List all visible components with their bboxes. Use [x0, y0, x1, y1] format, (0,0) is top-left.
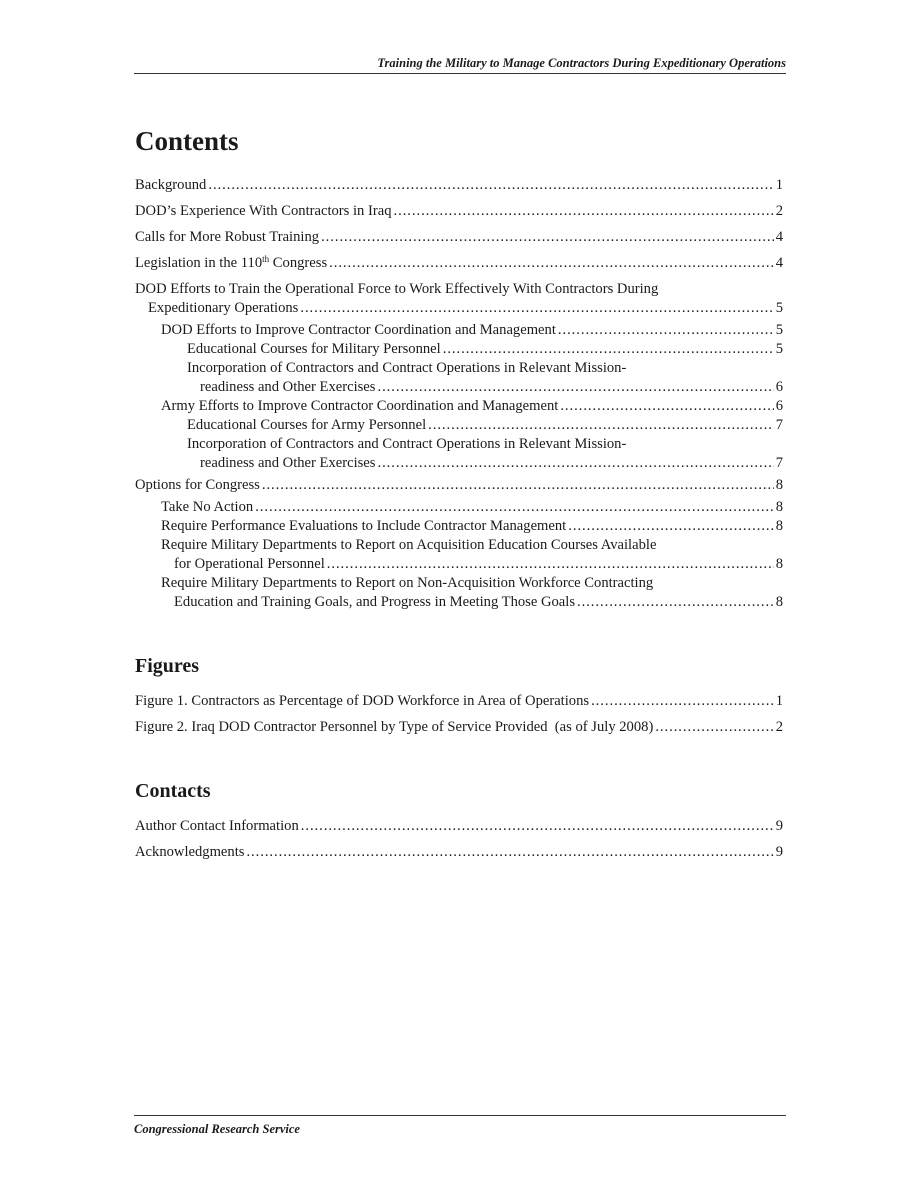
toc-entry-army-incorporation[interactable]: Incorporation of Contractors and Contract Operations in Relevant Mission- readiness and Other Exercises . . . 7	[135, 435, 783, 473]
toc-entry-report-acquisition[interactable]: Require Military Departments to Report on Acquisition Education Courses Available for Operational Personnel . . . 8	[135, 536, 783, 574]
toc-entry-figure-1[interactable]: Figure 1. Contractors as Percentage of DOD Workforce in Area of Operations . . . 1	[135, 692, 783, 711]
toc-entry-figure-2[interactable]: Figure 2. Iraq DOD Contractor Personnel by Type of Service Provided (as of July 2008) . . . 2	[135, 718, 783, 737]
contents-list	[135, 176, 783, 612]
toc-entry-performance-evaluations[interactable]: Require Performance Evaluations to Include Contractor Management . . . 8	[135, 517, 783, 536]
toc-entry-dod-courses[interactable]: Educational Courses for Military Personnel . . . 5	[135, 340, 783, 359]
toc-entry-report-non-acquisition[interactable]: Require Military Departments to Report on Non-Acquisition Workforce Contracting Education and Training Goals, and Progress in Meeting Those Goals . . . 8	[135, 574, 783, 612]
toc-entry-acknowledgments[interactable]: Acknowledgments . . . 9	[135, 843, 783, 862]
toc-entry-dod-coordination[interactable]: DOD Efforts to Improve Contractor Coordination and Management . . . 5	[135, 321, 783, 340]
toc-entry-dod-efforts-train[interactable]: DOD Efforts to Train the Operational Force to Work Effectively With Contractors During Expeditionary Operations . . . 5	[135, 280, 783, 318]
figures-title: Figures	[135, 655, 200, 677]
figures-list	[135, 692, 783, 737]
contacts-title: Contacts	[135, 780, 211, 802]
toc-entry-author-contact[interactable]: Author Contact Information . . . 9	[135, 817, 783, 836]
running-header: Training the Military to Manage Contractors During Expeditionary Operations	[134, 56, 786, 74]
toc-entry-dod-incorporation[interactable]: Incorporation of Contractors and Contract Operations in Relevant Mission- readiness and Other Exercises . . . 6	[135, 359, 783, 397]
toc-entry-army-courses[interactable]: Educational Courses for Army Personnel . . . 7	[135, 416, 783, 435]
toc-entry-army-coordination[interactable]: Army Efforts to Improve Contractor Coordination and Management . . . 6	[135, 397, 783, 416]
toc-entry-background[interactable]: Background . . . 1	[135, 176, 783, 195]
toc-entry-dod-experience[interactable]: DOD’s Experience With Contractors in Iraq . . . 2	[135, 202, 783, 221]
toc-entry-legislation[interactable]: Legislation in the 110th Congress . . . 4	[135, 254, 783, 273]
running-footer: Congressional Research Service	[134, 1115, 786, 1137]
contacts-list	[135, 817, 783, 862]
toc-entry-options[interactable]: Options for Congress . . . 8	[135, 476, 783, 495]
toc-entry-no-action[interactable]: Take No Action . . . 8	[135, 498, 783, 517]
contents-title: Contents	[135, 126, 239, 156]
toc-entry-calls-training[interactable]: Calls for More Robust Training . . . 4	[135, 228, 783, 247]
